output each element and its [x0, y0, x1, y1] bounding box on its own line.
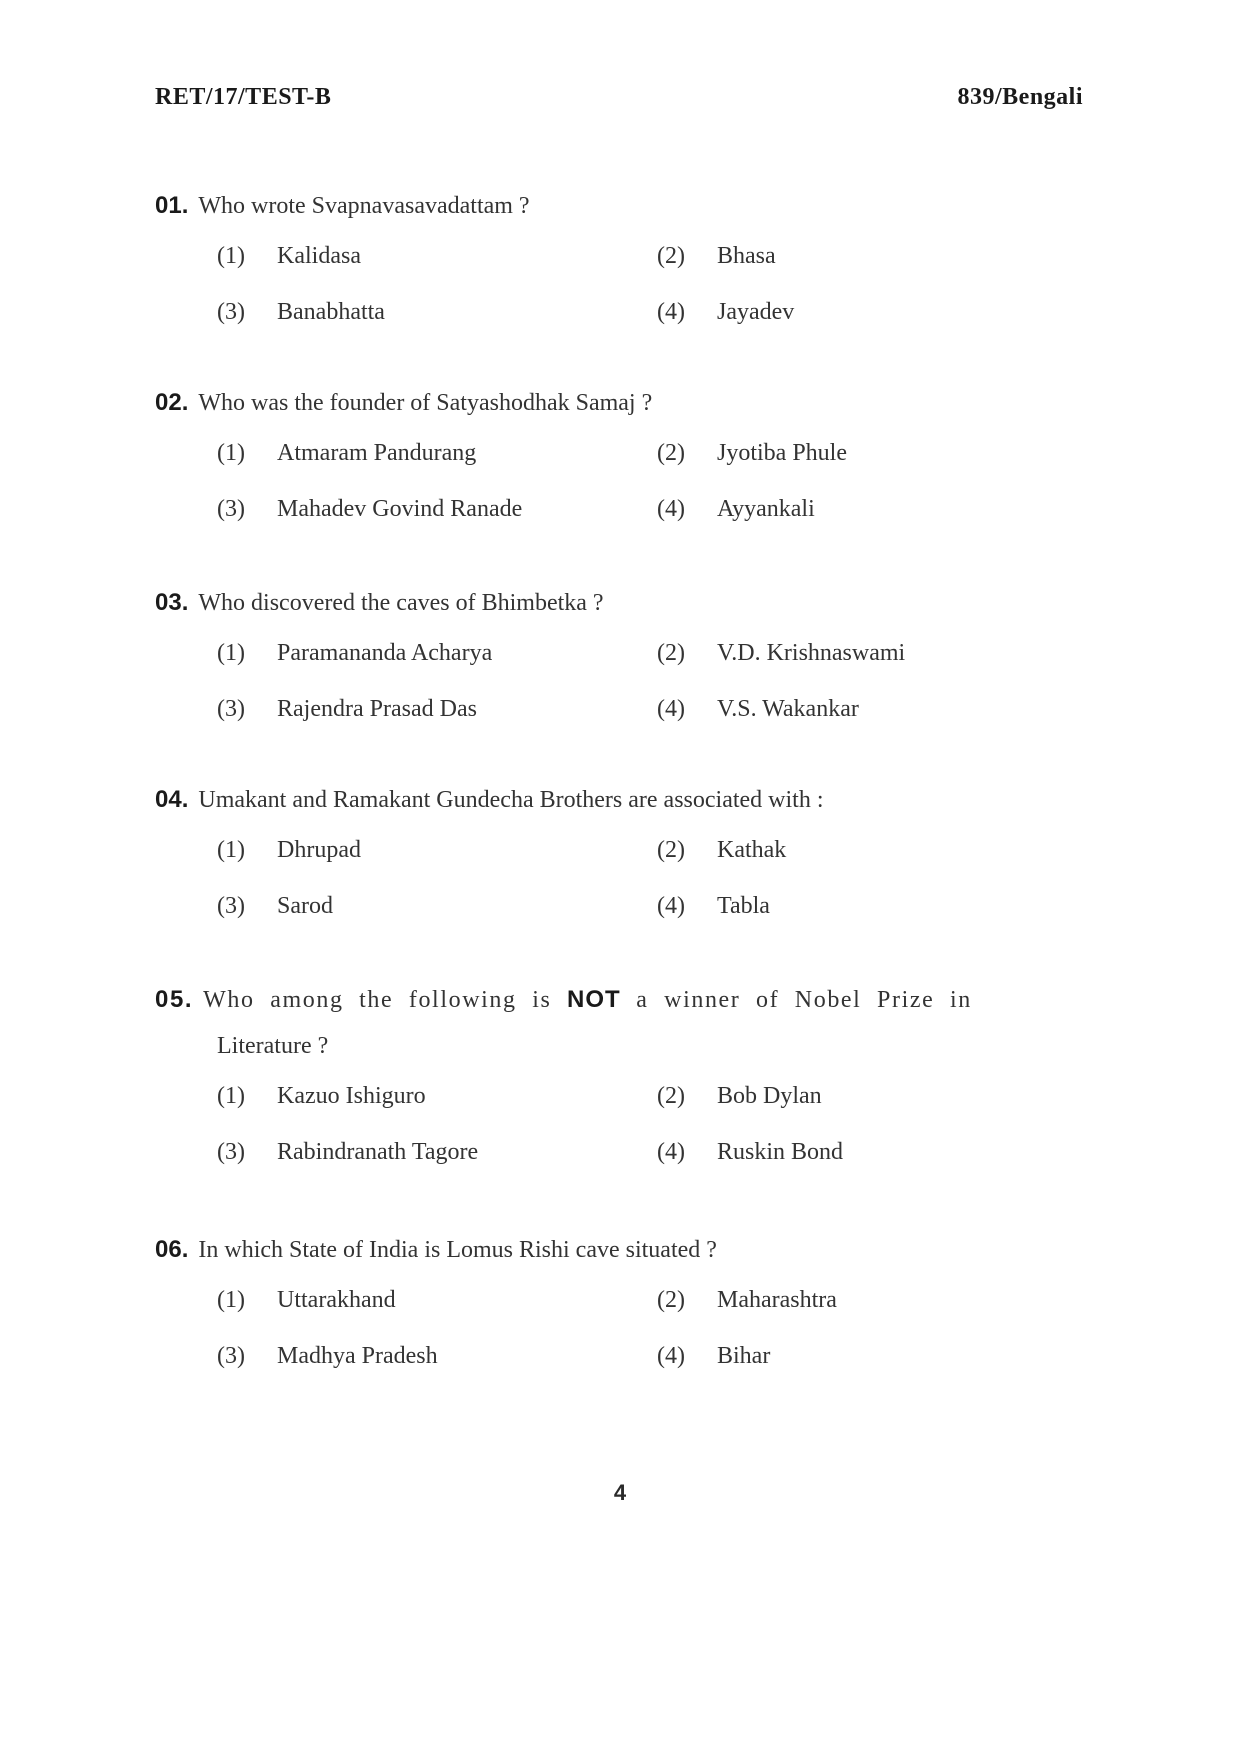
- option-number: (1): [217, 837, 245, 863]
- question-text-before: Who among the following is: [203, 987, 552, 1013]
- question-text-continued: Literature ?: [217, 1033, 329, 1059]
- question-02: [155, 385, 1095, 527]
- option-1: [217, 1282, 657, 1318]
- question-text-after: a winner of Nobel Prize in: [636, 987, 972, 1013]
- option-text: Kathak: [717, 837, 787, 863]
- options-grid: [217, 238, 1095, 330]
- option-3: [217, 1338, 657, 1374]
- options-grid: [217, 1282, 1095, 1374]
- option-text: Bhasa: [717, 243, 776, 269]
- options-grid: [217, 435, 1095, 527]
- option-2: [657, 435, 1077, 471]
- question-number: 05.: [155, 986, 194, 1013]
- option-text: Jayadev: [717, 299, 795, 325]
- option-2: [657, 1078, 1077, 1114]
- option-number: (4): [657, 696, 685, 722]
- option-text: V.S. Wakankar: [717, 696, 859, 722]
- question-number: 01.: [155, 192, 189, 219]
- option-2: [657, 832, 1077, 868]
- option-number: (1): [217, 1083, 245, 1109]
- option-text: Ayyankali: [717, 496, 815, 522]
- option-text: Bob Dylan: [717, 1083, 822, 1109]
- question-text-emphasis: NOT: [567, 986, 621, 1013]
- option-text: Jyotiba Phule: [717, 440, 847, 466]
- question-text: Who discovered the caves of Bhimbetka ?: [198, 590, 604, 616]
- question-06: [155, 1232, 1095, 1374]
- option-text: V.D. Krishnaswami: [717, 640, 906, 666]
- option-3: [217, 491, 657, 527]
- option-text: Atmaram Pandurang: [277, 440, 477, 466]
- option-number: (3): [217, 299, 245, 325]
- question-03: [155, 585, 1095, 727]
- option-2: [657, 1282, 1077, 1318]
- question-text: In which State of India is Lomus Rishi cave situated ?: [198, 1237, 717, 1263]
- option-text: Madhya Pradesh: [277, 1343, 438, 1369]
- option-3: [217, 691, 657, 727]
- option-1: [217, 1078, 657, 1114]
- option-1: [217, 238, 657, 274]
- question-number: 04.: [155, 786, 189, 813]
- option-number: (1): [217, 243, 245, 269]
- option-text: Rajendra Prasad Das: [277, 696, 477, 722]
- option-text: Uttarakhand: [277, 1287, 396, 1313]
- option-3: [217, 888, 657, 924]
- option-4: [657, 691, 1077, 727]
- option-4: [657, 1134, 1077, 1170]
- option-text: Mahadev Govind Ranade: [277, 496, 523, 522]
- option-4: [657, 1338, 1077, 1374]
- option-number: (1): [217, 640, 245, 666]
- question-text: Umakant and Ramakant Gundecha Brothers are associated with :: [198, 787, 824, 813]
- option-number: (4): [657, 299, 685, 325]
- option-number: (2): [657, 640, 685, 666]
- question-04: [155, 782, 1095, 924]
- option-number: (3): [217, 1139, 245, 1165]
- question-number: 06.: [155, 1236, 189, 1263]
- option-text: Dhrupad: [277, 837, 361, 863]
- option-number: (2): [657, 243, 685, 269]
- option-text: Sarod: [277, 893, 333, 919]
- option-number: (2): [657, 1287, 685, 1313]
- option-number: (2): [657, 837, 685, 863]
- option-4: [657, 294, 1077, 330]
- option-1: [217, 435, 657, 471]
- option-number: (4): [657, 496, 685, 522]
- option-number: (3): [217, 496, 245, 522]
- options-grid: [217, 832, 1095, 924]
- page-number: 4: [613, 1480, 627, 1505]
- option-number: (2): [657, 440, 685, 466]
- option-number: (2): [657, 1083, 685, 1109]
- option-text: Tabla: [717, 893, 770, 919]
- question-number: 02.: [155, 389, 189, 416]
- option-text: Rabindranath Tagore: [277, 1139, 479, 1165]
- option-text: Bihar: [717, 1343, 771, 1369]
- option-text: Maharashtra: [717, 1287, 837, 1313]
- question-number: 03.: [155, 589, 189, 616]
- question-text: Who was the founder of Satyashodhak Samaj ?: [198, 390, 653, 416]
- option-text: Paramananda Acharya: [277, 640, 493, 666]
- options-grid: [217, 1078, 1095, 1170]
- option-number: (3): [217, 1343, 245, 1369]
- question-01: [155, 188, 1095, 330]
- paper-subject-code: 839/Bengali: [957, 84, 1083, 110]
- option-text: Kazuo Ishiguro: [277, 1083, 426, 1109]
- option-2: [657, 238, 1077, 274]
- option-number: (1): [217, 440, 245, 466]
- option-number: (3): [217, 893, 245, 919]
- option-number: (4): [657, 1343, 685, 1369]
- question-05: [155, 982, 1095, 1170]
- option-3: [217, 294, 657, 330]
- option-text: Kalidasa: [277, 243, 361, 269]
- option-4: [657, 491, 1077, 527]
- option-4: [657, 888, 1077, 924]
- option-2: [657, 635, 1077, 671]
- option-number: (4): [657, 1139, 685, 1165]
- option-number: (4): [657, 893, 685, 919]
- option-3: [217, 1134, 657, 1170]
- option-1: [217, 635, 657, 671]
- paper-code: RET/17/TEST-B: [155, 84, 332, 110]
- option-number: (1): [217, 1287, 245, 1313]
- options-grid: [217, 635, 1095, 727]
- question-text: Who wrote Svapnavasavadattam ?: [198, 193, 530, 219]
- option-1: [217, 832, 657, 868]
- option-text: Ruskin Bond: [717, 1139, 844, 1165]
- option-text: Banabhatta: [277, 299, 385, 325]
- option-number: (3): [217, 696, 245, 722]
